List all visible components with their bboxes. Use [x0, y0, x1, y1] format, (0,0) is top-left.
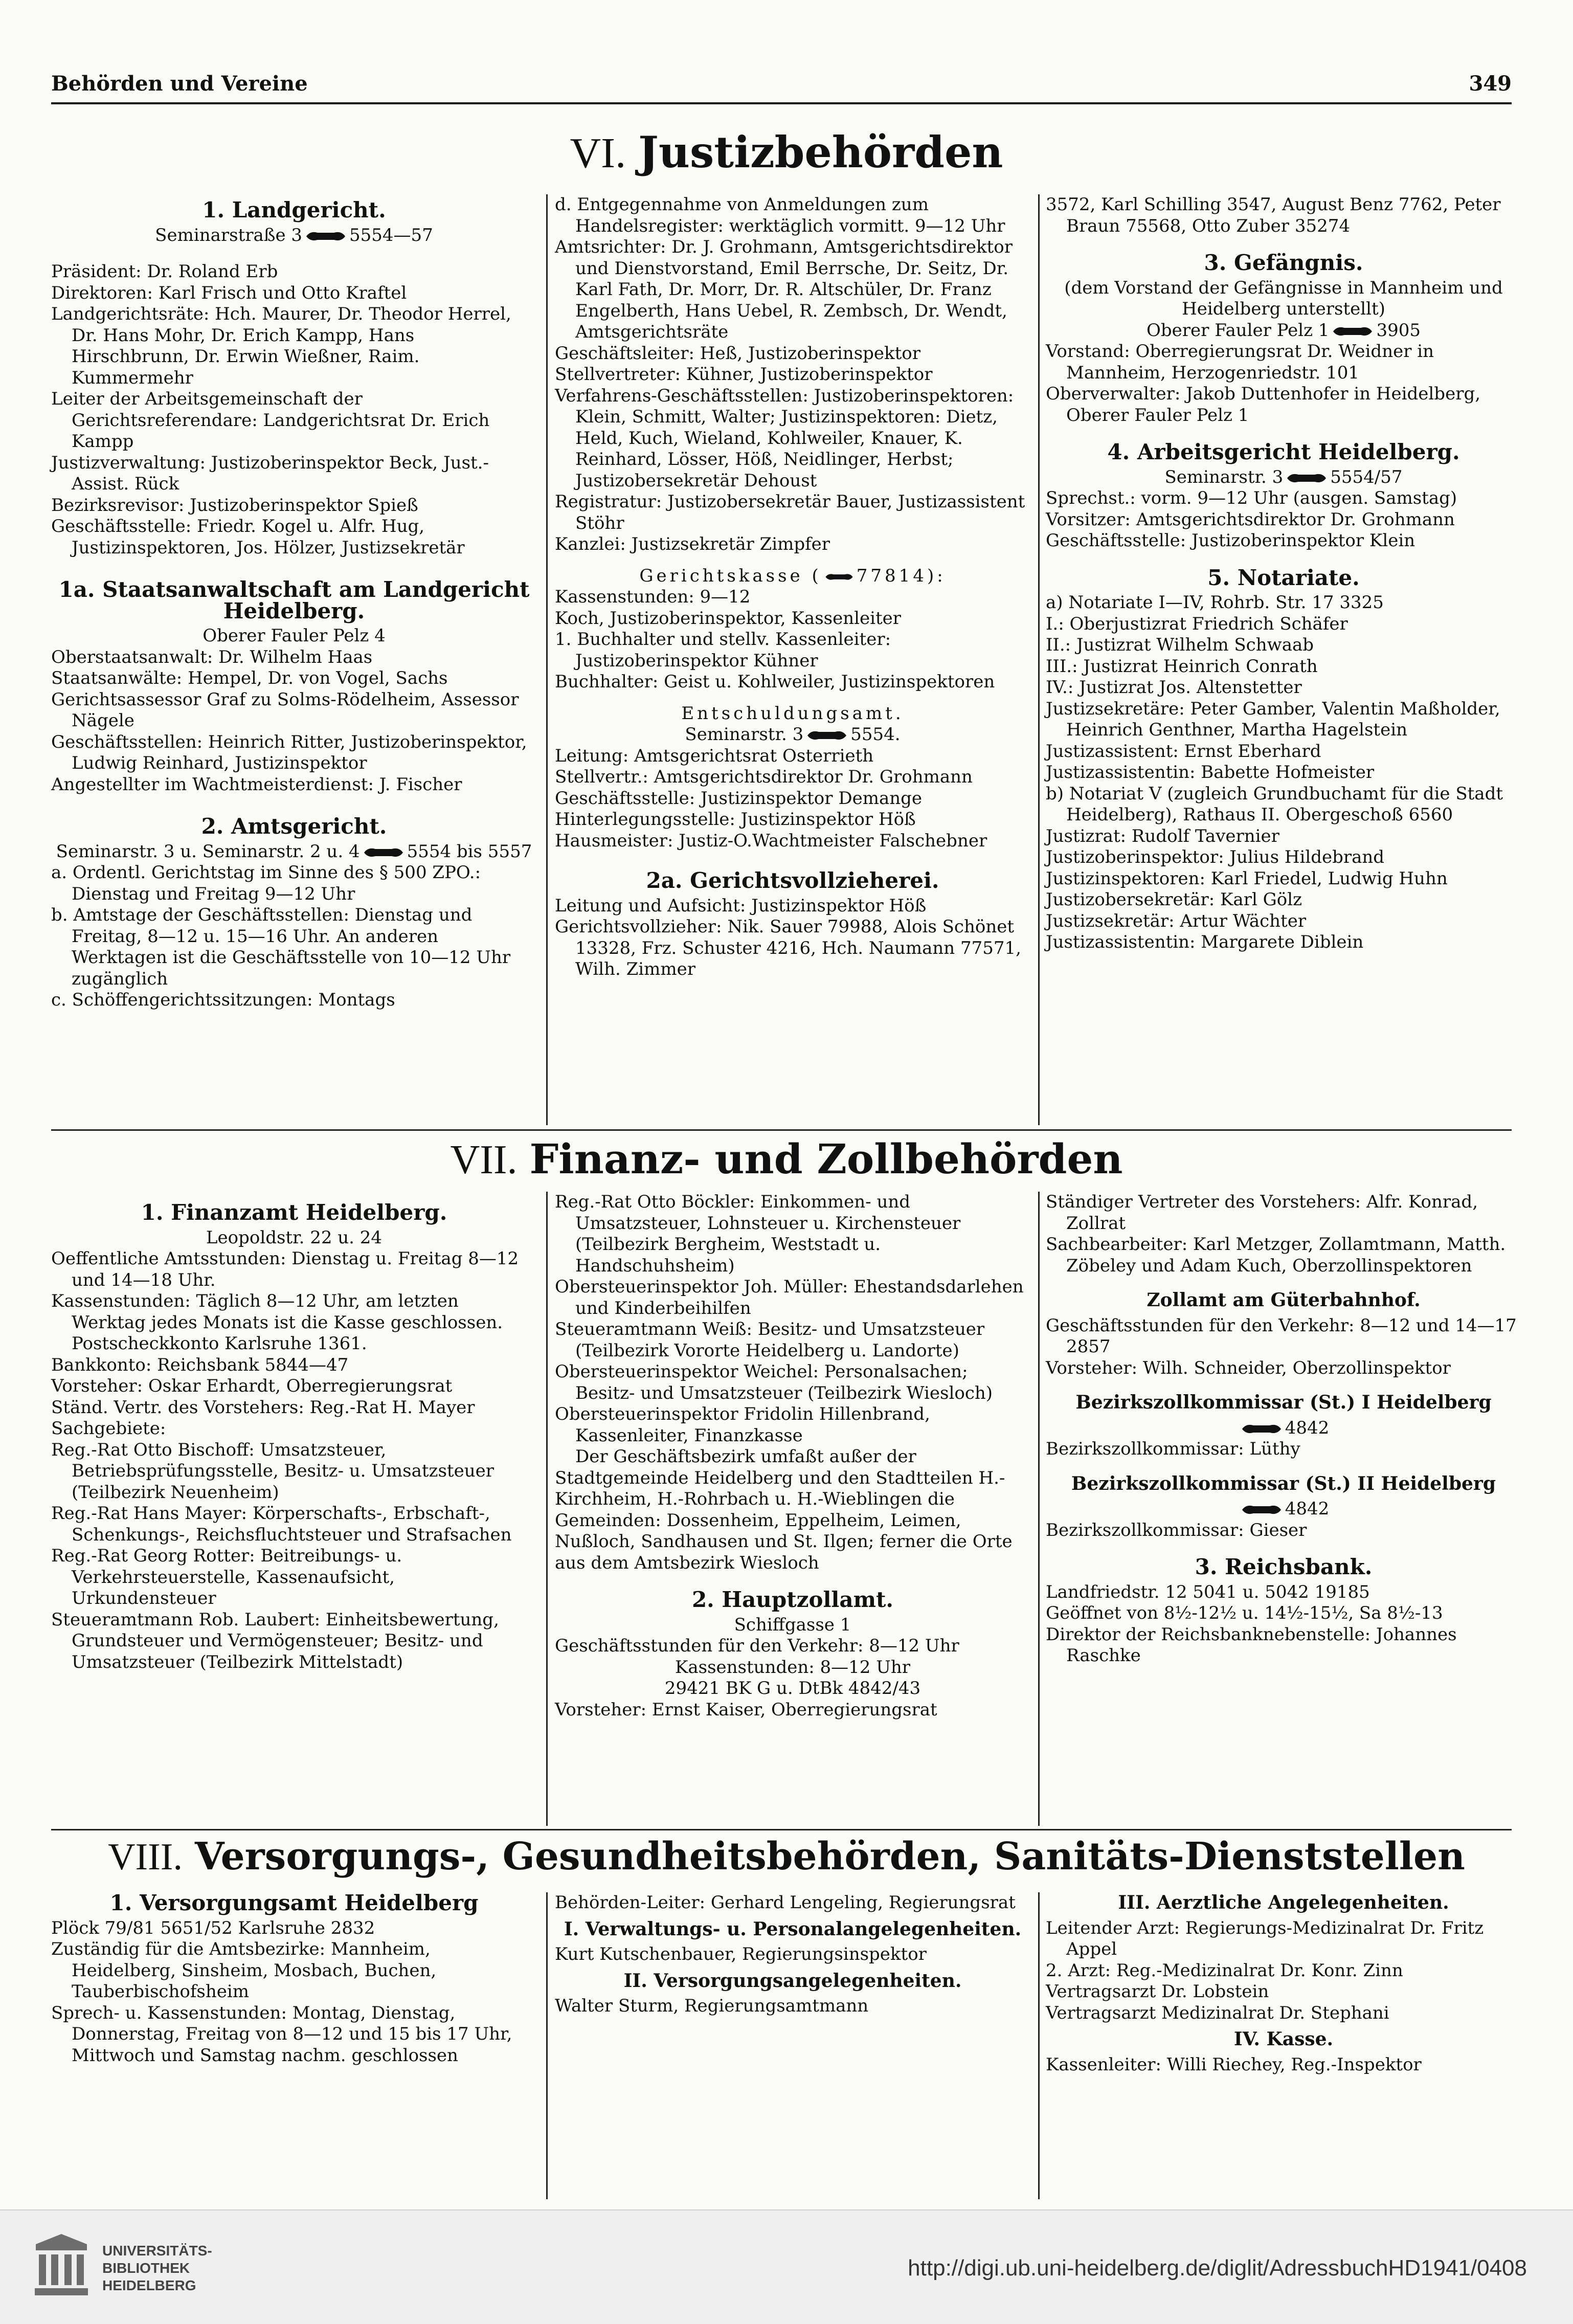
column-divider	[546, 1892, 548, 2199]
entry: Obersteuerinspektor Weichel: Personalsachen; Besitz- und Umsatzsteuer (Teilbezirk Wiesloch)	[555, 1361, 993, 1403]
library-footer	[0, 2209, 1573, 2324]
note-line: (dem Vorstand der Gefängnisse in Mannheim und Heidelberg unterstellt)	[1064, 277, 1503, 319]
entry-list	[51, 862, 537, 1011]
heading-arbeitsgericht: 4. Arbeitsgericht Heidelberg.	[1107, 439, 1460, 464]
entry: IV.: Justizrat Jos. Altenstetter	[1046, 677, 1302, 698]
entry: Bezirkszollkommissar: Lüthy	[1046, 1439, 1300, 1459]
entry-list	[1046, 1582, 1521, 1667]
address-line: Seminarstraße 3 5554—57	[155, 225, 433, 245]
library-name	[102, 2242, 212, 2294]
heading-kasse: IV. Kasse.	[1233, 2028, 1334, 2050]
entry: Justizobersekretär: Karl Gölz	[1046, 889, 1302, 910]
address-line: Schiffgasse 1	[734, 1614, 851, 1635]
entry: Geschäftsstunden für den Verkehr: 8—12 Uhr	[555, 1636, 959, 1656]
column-divider	[1038, 1192, 1040, 1826]
entry: Leiter der Arbeitsgemeinschaft der Gerichtsreferendare: Landgerichtsrat Dr. Erich Kampp	[51, 389, 490, 452]
entry: d. Entgegennahme von Anmeldungen zum Handelsregister: werktäglich vormitt. 9—12 Uhr	[555, 194, 1005, 236]
entry: Koch, Justizoberinspektor, Kassenleiter	[555, 608, 902, 629]
heading-finanzamt: 1. Finanzamt Heidelberg.	[141, 1200, 447, 1225]
header-section-label: Behörden und Vereine	[51, 72, 308, 96]
section-number: VI.	[570, 129, 626, 177]
entry: 2. Arzt: Reg.-Medizinalrat Dr. Konr. Zinn	[1046, 1960, 1403, 1981]
heading-bezirkszollkommissar-1: Bezirkszollkommissar (St.) I Heidelberg	[1075, 1392, 1492, 1413]
entry: Angestellter im Wachtmeisterdienst: J. Fischer	[51, 774, 462, 795]
entry: Leitung: Amtsgerichtsrat Osterrieth	[555, 745, 874, 766]
entry: Justizassistentin: Babette Hofmeister	[1046, 762, 1375, 783]
section-number: VIII.	[108, 1836, 183, 1878]
entry-list	[555, 1192, 1030, 1574]
heading-versorgungsamt: 1. Versorgungsamt Heidelberg	[109, 1890, 479, 1915]
entry: Hinterlegungsstelle: Justizinspektor Höß	[555, 809, 916, 830]
entry-list	[51, 1248, 537, 1673]
telephone-icon	[1241, 1503, 1282, 1516]
entry: Geschäftsleiter: Heß, Justizoberinspektor	[555, 343, 921, 364]
header-rule	[51, 102, 1512, 104]
entry: Ständiger Vertreter des Vorstehers: Alfr. Konrad, Zollrat	[1046, 1192, 1478, 1234]
entry: Vorsteher: Wilh. Schneider, Oberzollinspektor	[1046, 1357, 1451, 1378]
entry: Reg.-Rat Hans Mayer: Körperschafts-, Erbschaft-, Schenkungs-, Reichsfluchtsteuer und Strafsachen	[51, 1503, 512, 1545]
section-number: VII.	[450, 1137, 518, 1182]
entry: Geschäftsstellen: Heinrich Ritter, Justizoberinspektor, Ludwig Reinhard, Justizinspektor	[51, 731, 527, 773]
entry-list	[555, 1636, 1030, 1720]
entry: Sprechst.: vorm. 9—12 Uhr (ausgen. Samstag)	[1046, 488, 1457, 508]
telephone-icon	[1286, 472, 1327, 485]
entry: Staatsanwälte: Hempel, Dr. von Vogel, Sachs	[51, 668, 448, 688]
entry: b) Notariat V (zugleich Grundbuchamt für die Stadt Heidelberg), Rathaus II. Obergeschoß 6560	[1046, 783, 1503, 825]
entry-list	[1046, 488, 1521, 552]
entry-list	[51, 261, 537, 558]
heading-bezirkszollkommissar-2: Bezirkszollkommissar (St.) II Heidelberg	[1071, 1472, 1496, 1494]
entry: Registratur: Justizobersekretär Bauer, Justizassistent Stöhr	[555, 491, 1025, 533]
column-vii-2	[555, 1192, 1030, 1720]
address-line: Seminarstr. 3 u. Seminarstr. 2 u. 4 5554 bis 5557	[56, 841, 532, 862]
entry: Zuständig für die Amtsbezirke: Mannheim, Heidelberg, Sinsheim, Mosbach, Buchen, Tauberbischofsheim	[51, 1939, 437, 2002]
entry: Geschäftsstelle: Friedr. Kogel u. Alfr. Hug, Justizinspektoren, Jos. Hölzer, Justizsekretär	[51, 516, 465, 558]
heading-verwaltung: I. Verwaltungs- u. Personalangelegenheiten.	[564, 1918, 1022, 1940]
entry: Vertragsarzt Dr. Lobstein	[1046, 1981, 1269, 2002]
entry: Justizoberinspektor: Julius Hildebrand	[1046, 847, 1385, 867]
running-header	[51, 72, 1512, 102]
heading-gerichtsvollzieherei: 2a. Gerichtsvollzieherei.	[646, 868, 939, 893]
entry: Sachbearbeiter: Karl Metzger, Zollamtmann, Matth. Zöbeley und Adam Kuch, Oberzollinspektoren	[1046, 1234, 1506, 1276]
column-vii-1	[51, 1197, 537, 1673]
heading-amtsgericht: 2. Amtsgericht.	[201, 814, 387, 839]
entry: b. Amtstage der Geschäftsstellen: Dienstag und Freitag, 8—12 u. 15—16 Uhr. An anderen Werktagen ist die Geschäftsstelle von 10—12 Uhr zugänglich	[51, 905, 511, 989]
entry: Steueramtmann Rob. Laubert: Einheitsbewertung, Grundsteuer und Vermögensteuer; Besitz- und Umsatzsteuer (Teilbezirk Mittelstadt)	[51, 1609, 499, 1672]
entry: Der Geschäftsbezirk umfaßt außer der Stadtgemeinde Heidelberg und den Stadtteilen H.-Kirchheim, H.-Rohrbach u. H.-Wieblingen die Gemeinden: Dossenheim, Eppelheim, Leimen, Nußloch, Sandhausen und St. Ilgen; ferner die Orte aus dem Amtsbezirk Wiesloch	[555, 1446, 1013, 1573]
entry: Justizsekretär: Artur Wächter	[1046, 910, 1307, 931]
entry: Hausmeister: Justiz-O.Wachtmeister Falschebner	[555, 830, 987, 851]
entry: Oberverwalter: Jakob Duttenhofer in Heidelberg, Oberer Fauler Pelz 1	[1046, 384, 1481, 426]
entry: Geschäftsstelle: Justizoberinspektor Klein	[1046, 530, 1415, 551]
entry: Vorsteher: Ernst Kaiser, Oberregierungsrat	[555, 1699, 937, 1720]
entry: Ständ. Vertr. des Vorstehers: Reg.-Rat H. Mayer	[51, 1397, 475, 1418]
entry: Stellvertr.: Amtsgerichtsdirektor Dr. Grohmann	[555, 767, 973, 787]
entry-list	[555, 896, 1030, 980]
section-heading: Versorgungs-, Gesundheitsbehörden, Sanitäts-Dienststellen	[194, 1835, 1465, 1879]
heading-staatsanwaltschaft: 1a. Staatsanwaltschaft am Landgericht Heidelberg.	[58, 577, 530, 623]
telephone-icon	[806, 729, 847, 742]
page-number: 349	[1469, 72, 1512, 96]
entry: Vorsteher: Oskar Erhardt, Oberregierungsrat	[51, 1376, 453, 1396]
entry-list	[51, 647, 537, 796]
column-viii-1	[51, 1892, 537, 2066]
entry: Justizsekretäre: Peter Gamber, Valentin Maßholder, Heinrich Genthner, Martha Hagelstein	[1046, 698, 1500, 740]
telephone-icon	[363, 846, 404, 859]
telephone-icon	[1241, 1422, 1282, 1436]
entry: Bezirkszollkommissar: Gieser	[1046, 1519, 1307, 1540]
column-vi-1	[51, 194, 537, 1011]
entry-list	[1046, 1918, 1521, 2024]
address-line: Leopoldstr. 22 u. 24	[206, 1227, 383, 1248]
entry: III.: Justizrat Heinrich Conrath	[1046, 656, 1318, 677]
entry: Steueramtmann Weiß: Besitz- und Umsatzsteuer (Teilbezirk Vororte Heidelberg u. Landorte)	[555, 1319, 985, 1361]
entry: Sprech- u. Kassenstunden: Montag, Dienstag, Donnerstag, Freitag von 8—12 und 15 bis 17 Uhr, Mittwoch und Samstag nachm. geschlossen	[51, 2002, 512, 2066]
entry: Oeffentliche Amtsstunden: Dienstag u. Freitag 8—12 und 14—18 Uhr.	[51, 1248, 519, 1290]
column-divider	[546, 194, 548, 1125]
entry: Kassenstunden: 8—12 Uhr	[675, 1657, 911, 1678]
entry: c. Schöffengerichtssitzungen: Montags	[51, 990, 395, 1010]
entry: Oberstaatsanwalt: Dr. Wilhelm Haas	[51, 646, 373, 667]
library-name-line: BIBLIOTHEK	[102, 2260, 190, 2276]
subheading-entschuldungsamt: Entschuldungsamt.	[681, 703, 904, 724]
entry: Walter Sturm, Regierungsamtmann	[555, 1996, 869, 2016]
entry: Bankkonto: Reichsbank 5844—47	[51, 1354, 349, 1375]
entry: 1. Buchhalter und stellv. Kassenleiter: Justizoberinspektor Kühner	[555, 629, 891, 671]
entry: Justizinspektoren: Karl Friedel, Ludwig Huhn	[1046, 868, 1448, 889]
column-divider	[1038, 1892, 1040, 2199]
address-line: Seminarstr. 3 5554.	[685, 724, 901, 745]
column-divider	[546, 1192, 548, 1826]
entry: I.: Oberjustizrat Friedrich Schäfer	[1046, 613, 1348, 634]
entry-list	[555, 746, 1030, 852]
section-heading: Finanz- und Zollbehörden	[529, 1135, 1123, 1183]
section-title-viii	[0, 1836, 1573, 1878]
telephone-line: 4842	[1046, 1499, 1521, 1520]
subheading-gerichtskasse: Gerichtskasse ( 77814):	[639, 565, 946, 586]
permalink-url[interactable]: http://digi.ub.uni-heidelberg.de/diglit/AdressbuchHD1941/0408	[908, 2255, 1527, 2281]
heading-notariate: 5. Notariate.	[1207, 565, 1360, 590]
entry: Gerichtsvollzieher: Nik. Sauer 79988, Alois Schönet 13328, Frz. Schuster 4216, Hch. Naumann 77571, Wilh. Zimmer	[555, 917, 1021, 979]
entry: Geöffnet von 8½-12½ u. 14½-15½, Sa 8½-13	[1046, 1603, 1443, 1623]
section-rule	[51, 1829, 1512, 1830]
entry: Justizassistentin: Margarete Diblein	[1046, 932, 1364, 952]
entry: Leitender Arzt: Regierungs-Medizinalrat Dr. Fritz Appel	[1046, 1917, 1484, 1959]
entry: II.: Justizrat Wilhelm Schwaab	[1046, 635, 1314, 655]
section-rule	[51, 1129, 1512, 1131]
entry: a) Notariate I—IV, Rohrb. Str. 17 3325	[1046, 592, 1384, 613]
heading-gefaengnis: 3. Gefängnis.	[1204, 250, 1363, 275]
entry: Kanzlei: Justizsekretär Zimpfer	[555, 534, 830, 554]
section-title-vii	[0, 1136, 1573, 1182]
entry: a. Ordentl. Gerichtstag im Sinne des § 500 ZPO.: Dienstag und Freitag 9—12 Uhr	[51, 862, 481, 904]
entry: Reg.-Rat Otto Bischoff: Umsatzsteuer, Betriebsprüfungsstelle, Besitz- u. Umsatzsteuer (Teilbezirk Neuenheim)	[51, 1439, 494, 1503]
telephone-icon	[1332, 325, 1373, 338]
entry: Justizverwaltung: Justizoberinspektor Beck, Just.-Assist. Rück	[51, 452, 489, 494]
entry-list	[1046, 592, 1521, 953]
entry: Sachgebiete:	[51, 1418, 166, 1439]
entry: Buchhalter: Geist u. Kohlweiler, Justizinspektoren	[555, 672, 995, 692]
address-line: Seminarstr. 3 5554/57	[1164, 466, 1403, 487]
column-viii-2	[555, 1892, 1030, 2017]
entry-list	[555, 194, 1030, 555]
telephone-line: 4842	[1046, 1418, 1521, 1439]
heading-landgericht: 1. Landgericht.	[202, 197, 386, 222]
library-name-line: UNIVERSITÄTS-	[102, 2243, 212, 2259]
entry-list	[1046, 1192, 1521, 1277]
entry: Amtsrichter: Dr. J. Grohmann, Amtsgerichtsdirektor und Dienstvorstand, Emil Berrsche, Dr. Seitz, Dr. Karl Fath, Dr. Morr, Dr. R. Altschüler, Dr. Franz Engelberth, Hans Uebel, R. Zembsch, Dr. Wendt, Amtsgerichtsräte	[555, 237, 1013, 342]
entry: Gerichtsassessor Graf zu Solms-Rödelheim, Assessor Nägele	[51, 689, 519, 731]
entry: Bezirksrevisor: Justizoberinspektor Spieß	[51, 495, 418, 516]
entry: Direktoren: Karl Frisch und Otto Kraftel	[51, 282, 407, 303]
entry: Vorsitzer: Amtsgerichtsdirektor Dr. Grohmann	[1046, 509, 1455, 530]
entry: Obersteuerinspektor Joh. Müller: Ehestandsdarlehen und Kinderbeihilfen	[555, 1277, 1024, 1319]
column-viii-3	[1046, 1892, 1521, 2075]
entry: Vorstand: Oberregierungsrat Dr. Weidner in Mannheim, Herzogenriedstr. 101	[1046, 341, 1434, 383]
entry: 29421 BK G u. DtBk 4842/43	[664, 1678, 921, 1699]
section-title-vi	[0, 129, 1573, 177]
address-line: Oberer Fauler Pelz 4	[203, 625, 386, 646]
entry-list	[1046, 341, 1521, 426]
entry: Kassenstunden: Täglich 8—12 Uhr, am letzten Werktag jedes Monats ist die Kasse geschlossen. Postscheckkonto Karlsruhe 1361.	[51, 1291, 503, 1354]
entry: Kassenstunden: 9—12	[555, 587, 751, 607]
entry-list	[555, 587, 1030, 693]
entry: Kurt Kutschenbauer, Regierungsinspektor	[555, 1944, 927, 1964]
entry: Geschäftsstelle: Justizinspektor Demange	[555, 788, 923, 809]
entry: Justizassistent: Ernst Eberhard	[1046, 741, 1321, 762]
entry: Reg.-Rat Otto Böckler: Einkommen- und Umsatzsteuer, Lohnsteuer u. Kirchensteuer (Teilbezirk Bergheim, Weststadt u. Handschuhsheim)	[555, 1192, 961, 1276]
column-vi-2	[555, 194, 1030, 980]
column-vi-3	[1046, 194, 1521, 953]
entry: Vertragsarzt Medizinalrat Dr. Stephani	[1046, 2002, 1389, 2023]
heading-aerztliche: III. Aerztliche Angelegenheiten.	[1118, 1892, 1449, 1913]
entry: Präsident: Dr. Roland Erb	[51, 261, 278, 282]
entry: 3572, Karl Schilling 3547, August Benz 7762, Peter Braun 75568, Otto Zuber 35274	[1046, 194, 1501, 236]
entry-list	[51, 1918, 537, 2067]
address-line: Oberer Fauler Pelz 1 3905	[1147, 320, 1421, 341]
column-vii-3	[1046, 1192, 1521, 1667]
entry: Direktor der Reichsbanknebenstelle: Johannes Raschke	[1046, 1624, 1457, 1666]
heading-zollamt: Zollamt am Güterbahnhof.	[1147, 1289, 1421, 1311]
entry: Justizrat: Rudolf Tavernier	[1046, 825, 1279, 846]
telephone-icon	[825, 570, 853, 584]
telephone-icon	[305, 230, 346, 243]
entry: Verfahrens-Geschäftsstellen: Justizoberinspektoren: Klein, Schmitt, Walter; Justizinspektoren: Dietz, Held, Kuch, Wieland, Kohlweiler, Knauer, K. Reinhard, Lösser, Höß, Neidlinger, Herbst; Justizobersekretär Dehoust	[555, 385, 1014, 491]
entry: Stellvertreter: Kühner, Justizoberinspektor	[555, 364, 933, 385]
entry: Behörden-Leiter: Gerhard Lengeling, Regierungsrat	[555, 1892, 1016, 1913]
entry: Plöck 79/81 5651/52 Karlsruhe 2832	[51, 1917, 375, 1938]
entry: Landgerichtsräte: Hch. Maurer, Dr. Theodor Herrel, Dr. Hans Mohr, Dr. Erich Kampp, Hans Hirschbrunn, Dr. Erwin Wießner, Raim. Kummermehr	[51, 304, 511, 388]
section-heading: Justizbehörden	[638, 127, 1003, 177]
entry-list	[1046, 1315, 1521, 1379]
library-name-line: HEIDELBERG	[102, 2277, 196, 2293]
heading-reichsbank: 3. Reichsbank.	[1195, 1554, 1373, 1579]
column-divider	[1038, 194, 1040, 1125]
heading-hauptzollamt: 2. Hauptzollamt.	[691, 1587, 894, 1612]
university-library-logo-icon	[31, 2230, 92, 2301]
entry: Geschäftsstunden für den Verkehr: 8—12 und 14—17 2857	[1046, 1315, 1517, 1357]
entry: Landfriedstr. 12 5041 u. 5042 19185	[1046, 1581, 1370, 1602]
heading-versorgung: II. Versorgungsangelegenheiten.	[623, 1970, 962, 1992]
entry: Leitung und Aufsicht: Justizinspektor Höß	[555, 895, 927, 916]
entry: Kassenleiter: Willi Riechey, Reg.-Inspektor	[1046, 2054, 1422, 2075]
entry: Obersteuerinspektor Fridolin Hillenbrand, Kassenleiter, Finanzkasse	[555, 1404, 930, 1446]
entry: Reg.-Rat Georg Rotter: Beitreibungs- u. Verkehrsteuerstelle, Kassenaufsicht, Urkundensteuer	[51, 1546, 402, 1608]
